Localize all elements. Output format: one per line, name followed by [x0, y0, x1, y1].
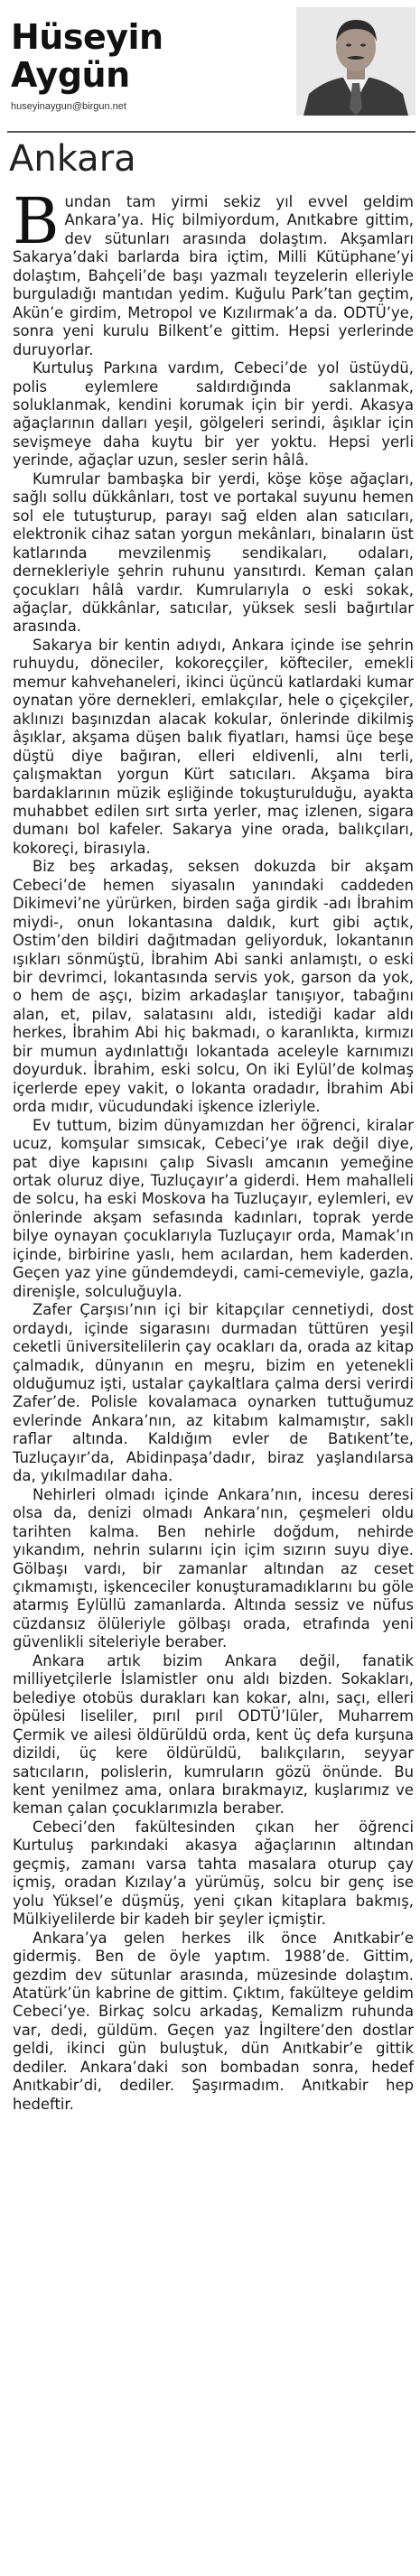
article-paragraph: Biz beş arkadaş, seksen dokuzda bir akşam Cebeci’de hemen siyasalın yanındaki caddeden Dikimevi’ne yürürken, birden sağa girdik -adı İbrahim miydi-, onun lokantasına daldık, kurt gibi açtık, Ostim’den bildiri dağıtmadan geliyorduk, lokantanın ışıkları sönmüştü, İbrahim Abi sanki anlamıştı, o eski bir devrimci, lokantasında servis yok, garson da yok, o hem de aşçı, bizim arkadaşlar tanışıyor, tabağını alan, et, pilav, salatasını aldı, istediği kadar aldı herkes, İbrahim Abi hiç bakmadı, o karanlıkta, kırmızı bir mumun aydınlattığı lokantada aceleyle karnımızı doyurduk. İbrahim, eski solcu, On iki Eylül’de kolmaş içerlerde epey vakit, o lokanta oradadır, İbrahim Abi orda mıdır, vücudundaki işkence izleriyle. — [13, 858, 414, 1116]
article-paragraph: Nehirleri olmadı içinde Ankara’nın, incesu deresi olsa da, denizi olmadı Ankara’nın, çeşmeleri oldu tarihten kalma. Ben nehirle doğdum, nehirde yıkandım, nehrin sularını için içim sızırın suyu diye. Gölbaşı vardı, bir zamanlar altından az ceset çıkmamıştı, işkenceciler konuşturamadıklarını bu göle atarmış Eylüllü zamanlarda. Altında sessiz ve nüfus cüzdansız ölüleriyle gölbaşı orada, etrafında yeni güvenlikli siteleriyle beraber. — [13, 1485, 414, 1651]
author-portrait-icon — [296, 7, 415, 116]
article-paragraph: Ankara artık bizim Ankara değil, fanatik milliyetçilerle İslamistler onu aldı bizden. Sokakları, belediye otobüs durakları kan kokar, alnı, saçı, elleri öpülesi liseliler, pırıl pırıl ODTÜ’lüler, Muharrem Çermik ve ailesi öldürüldü orda, kent üç defa kurşuna dizildi, üç kere öldürüldü, balıkçıların, seyyar satıcıların, polislerin, kumruların gözü önünde. Bu kent yenilmez ama, onlara bırakmayız, kuşlarımız ve keman çalan çocuklarımızla beraber. — [13, 1651, 414, 1818]
article-paragraph: Kurtuluş Parkına vardım, Cebeci’de yol üstüydü, polis eylemlere saldırdığında saklanmak, soluklanmak, kendini korumak için bir yerdi. Akasya ağaçlarının dalları yeşil, gölgeleri serindi, âşıklar için sevişmeye daha kuytu bir yer yoktu. Hepsi yerli yerinde, ağaçlar uzun, sesler serin hâlâ. — [13, 359, 414, 470]
author-last-name: Aygün — [11, 55, 130, 95]
author-first-name: Hüseyin — [11, 17, 163, 57]
article-title: Ankara — [9, 138, 136, 180]
article-paragraph: Zafer Çarşısı’nın içi bir kitapçılar cennetiydi, dost ordaydı, içinde sigarasını durmadan tüttüren yeşil ceketli üniversitelilerin çay ocakları da, orada az kitap çalmadık, dünyanın en meşru, bizim en yetenekli olduğumuz işti, ustalar çaykaltlara çalma dersi verirdi Zafer’de. Polisle kovalamaca oynarken tuttuğumuz evlerinde Ankara’nın, az kitabım kalmamıştır, saklı raflar altında. Kaldığım evler de Batıkent’te, Tuzluçayır’da, Abidinpaşa’dadır, biraz yaşlandılarsa da, yıkılmadılar daha. — [13, 1301, 414, 1485]
article-paragraph: Kumrular bambaşka bir yerdi, köşe köşe ağaçları, sağlı sollu dükkânları, tost ve portakal suyunu hemen sol ele tutuşturup, parayı sağ elden alan satıcıları, elektronik cihaz satan yorgun mekânları, binaların üst katlarında mevzilenmiş sendikaları, odaları, dernekleriyle şehrin ruhunu yansıtırdı. Keman çalan çocukları hâlâ vardır. Kumrularıyla o eski sokak, ağaçlar, dükkânlar, satıcılar, yüksek sesli bağırtılar arasında. — [13, 470, 414, 636]
author-email[interactable]: huseyinaygun@birgun.net — [11, 101, 126, 112]
article-paragraph — [13, 184, 414, 359]
author-portrait-svg — [296, 7, 415, 116]
article-paragraph: Ankara’ya gelen herkes ilk önce Anıtkabir’e gidermiş. Ben de öyle yaptım. 1988’de. Gittim, gezdim dev sütunlar arasında, müzesinde dolaştım. Atatürk’ün kabrine de gittim. Çıktım, fakülteye geldim Cebeci’ye. Birkaç solcu arkadaş, Kemalizm ruhunda var, dedi, güldüm. Geçen yaz İngiltere’den dostlar geldi, ikinci gün buluştuk, dün Anıtkabir’e gittik dediler. Ankara’daki son bombadan sonra, hedef Anıtkabir’di, dediler. Şaşırmadım. Anıtkabir hep hedeftir. — [13, 1929, 414, 2113]
header-divider — [7, 131, 415, 133]
paragraph-text: undan tam yirmi sekiz yıl evvel geldim Ankara’ya. Hiç bilmiyordum, Anıtkabre gittim, dev sütunları arasında dolaştım. Akşamları Sakarya’daki barlarda bira içtim, Milli Kütüphane’yi dolaştım, Bahçeli’de başı yazmalı teyzelerin elleriyle burguladığı mantıdan yedim. Kuğulu Park’tan geçtim, Akün’e girdim, Metropol ve Kızılırmak’a da. ODTÜ’ye, sonra yeni kurulu Bilkent’e gittim. Hepsi yerlerinde duruyorlar. — [13, 193, 414, 358]
article-paragraph: Ev tuttum, bizim dünyamızdan her öğrenci, kiralar ucuz, komşular sımsıcak, Cebeci’ye ırak değil diye, pat diye kapısını çalıp Sivaslı amcanın yemeğine ortak oluruz diye, Tuzluçayır’a giderdi. Hem mahalleli de solcu, ha eski Moskova ha Tuzluçayır, eylemleri, ev önlerinde akşam sefasında kadınları, toprak yerde bilye oynayan çocuklarıyla Tuzluçayır orda, Mamak’ın içinde, birbirine yaslı, hem acılardan, hem kaderden. Geçen yaz yine gündemdeydi, cami-cemeviyle, gazla, direnişle, solculuğuyla. — [13, 1116, 414, 1300]
drop-cap: B — [13, 184, 60, 258]
columnist-header — [0, 0, 420, 126]
article-paragraph: Cebeci’den fakültesinden çıkan her öğrenci Kurtuluş parkındaki akasya ağaçlarının altından geçmiş, zamanı varsa tahta masalara oturup çay içmiş, oradan Kızılay’a yürümüş, solcu bir genç ise yolu Yüksel’e düşmüş, yeni çıkan kitaplara bakmış, Mülkiyelilerde bir kadeh bir şeyler içmiştir. — [13, 1818, 414, 1929]
article-paragraph: Sakarya bir kentin adıydı, Ankara içinde ise şehrin ruhuydu, döneciler, kokoreççiler, köfteciler, emekli memur kahvehaneleri, ikinci üçüncü katlardaki kumar oynatan yöre dernekleri, emlakçılar, hele o çiçekçiler, aklınızı başınızdan alacak kokular, önlerinde dikilmiş âşıklar, akşama düşen balık fiyatları, hamsi üçe beşe düştü diye bağıran, elleri eldivenli, alnı terli, çalışmaktan yorgun Kürt satıcıları. Akşama bira bardaklarının müzik eşliğinde tokuşturulduğu, ayakta muhabbet edilen sırt sırta yerler, maç izlenen, sigara dumanı bol kafeler. Sakarya yine orada, balıkçıları, kokoreçi, birasıyla. — [13, 636, 414, 857]
article-body — [13, 184, 414, 2114]
author-name — [11, 18, 163, 94]
